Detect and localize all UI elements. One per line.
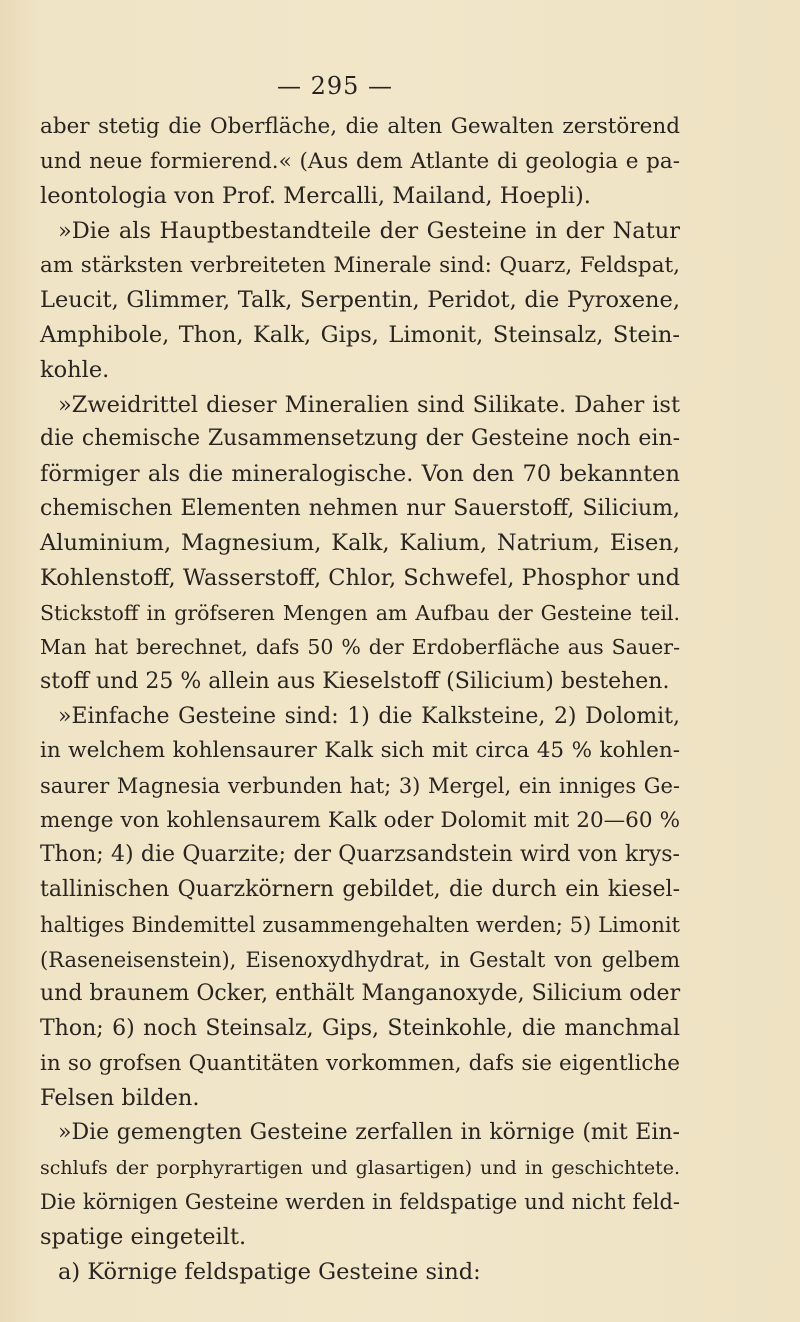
body-text <box>40 110 680 1289</box>
text-line: förmiger als die mineralogische. Von den 70 bekannten <box>40 460 680 487</box>
text-line: chemischen Elementen nehmen nur Sauerstoff, Silicium, <box>40 495 680 521</box>
text-line: in welchem kohlensaurer Kalk sich mit circa 45 % kohlen- <box>40 738 680 764</box>
page-number: — 295 — <box>276 72 394 100</box>
text-line: tallinischen Quarzkörnern gebildet, die durch ein kiesel- <box>40 877 680 903</box>
text-line: Kohlenstoff, Wasserstoff, Chlor, Schwefel, Phosphor und <box>40 564 680 591</box>
text-line: Amphibole, Thon, Kalk, Gips, Limonit, Steinsalz, Stein- <box>40 322 680 349</box>
text-line: schlufs der porphyrartigen und glasartigen) und in geschichtete. <box>40 1156 680 1179</box>
text-line: »Zweidrittel dieser Mineralien sind Silikate. Daher ist <box>58 391 680 418</box>
text-line: in so grofsen Quantitäten vorkommen, dafs sie eigentliche <box>40 1050 680 1076</box>
text-line: Leucit, Glimmer, Talk, Serpentin, Peridot, die Pyroxene, <box>40 287 680 314</box>
text-line: und braunem Ocker, enthält Manganoxyde, Silicium oder <box>40 981 681 1007</box>
text-line: Felsen bilden. <box>40 1085 200 1112</box>
text-line: Man hat berechnet, dafs 50 % der Erdoberfläche aus Sauer- <box>40 635 680 660</box>
text-line: haltiges Bindemittel zusammengehalten werden; 5) Limonit <box>40 912 680 937</box>
text-line: und neue formierend.« (Aus dem Atlante di geologia e pa- <box>40 148 680 174</box>
text-line: saurer Magnesia verbunden hat; 3) Mergel, ein inniges Ge- <box>40 774 680 799</box>
text-line: Thon; 4) die Quarzite; der Quarzsandstein wird von krys- <box>40 842 680 868</box>
text-line: »Die als Hauptbestandteile der Gesteine in der Natur <box>58 218 680 245</box>
text-line: Stickstoff in gröfseren Mengen am Aufbau der Gesteine teil. <box>40 600 680 625</box>
text-line: menge von kohlensaurem Kalk oder Dolomit mit 20—60 % <box>40 807 680 833</box>
text-line: (Raseneisenstein), Eisenoxydhydrat, in Gestalt von gelbem <box>40 947 680 972</box>
text-line: spatige eingeteilt. <box>40 1224 247 1250</box>
text-line: »Einfache Gesteine sind: 1) die Kalksteine, 2) Dolomit, <box>58 703 680 729</box>
text-line: Die körnigen Gesteine werden in feldspatige und nicht feld- <box>40 1190 680 1215</box>
text-line: »Die gemengten Gesteine zerfallen in körnige (mit Ein- <box>58 1119 680 1145</box>
text-line: stoff und 25 % allein aus Kieselstoff (Silicium) bestehen. <box>40 669 670 694</box>
text-line: die chemische Zusammensetzung der Gesteine noch ein- <box>40 426 680 452</box>
text-line: kohle. <box>40 356 110 383</box>
text-line: leontologia von Prof. Mercalli, Mailand, Hoepli). <box>40 183 591 210</box>
text-line: a) Körnige feldspatige Gesteine sind: <box>58 1258 481 1285</box>
text-line: aber stetig die Oberfläche, die alten Gewalten zerstörend <box>40 114 680 139</box>
text-line: Thon; 6) noch Steinsalz, Gips, Steinkohle, die manchmal <box>40 1015 680 1041</box>
text-line: Aluminium, Magnesium, Kalk, Kalium, Natrium, Eisen, <box>40 530 680 557</box>
text-line: am stärksten verbreiteten Minerale sind: Quarz, Feldspat, <box>40 252 680 278</box>
